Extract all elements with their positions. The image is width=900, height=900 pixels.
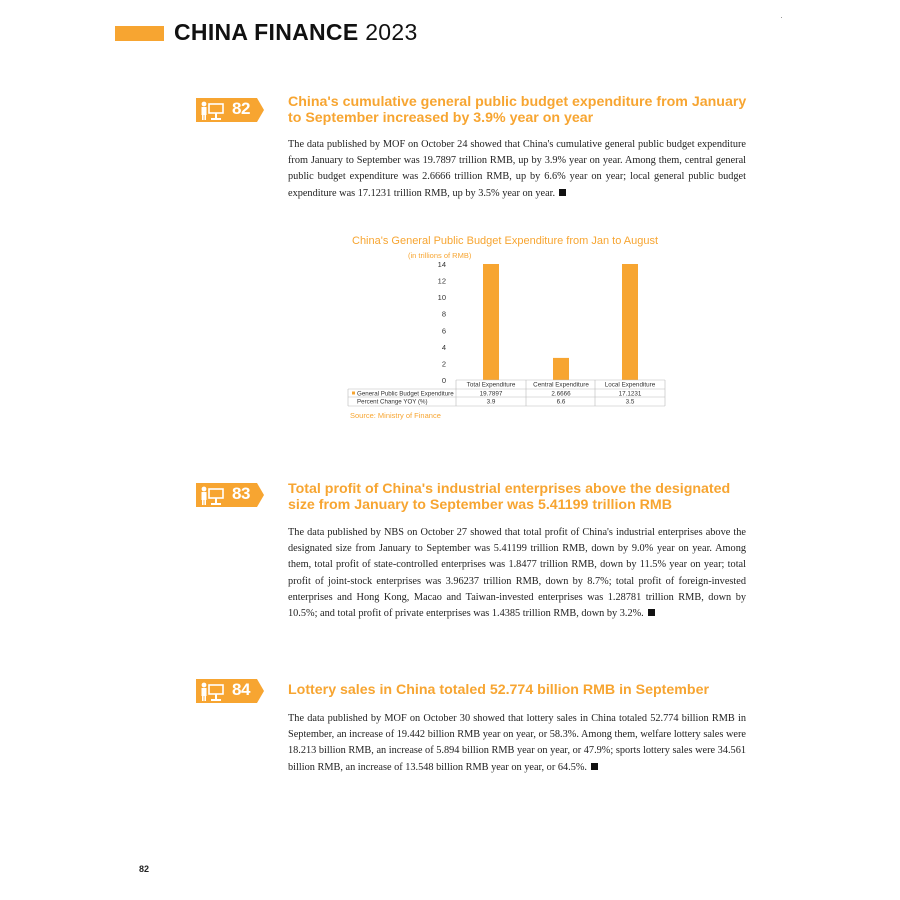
category-label: Central Expenditure — [533, 381, 589, 389]
badge-arrow-icon — [196, 98, 264, 122]
table-cell: 3.5 — [625, 398, 635, 406]
page-number: 82 — [139, 864, 150, 874]
y-tick-label: 10 — [437, 293, 446, 303]
section-number: 84 — [232, 680, 250, 699]
section-body-text: The data published by MOF on October 30 showed that lottery sales in China totaled 52.774 billion RMB in September, an increase of 19.442 billion RMB year on year, or 58.3%. Among them, welfare lottery sales were 18.213 billion RMB, an increase of 5.894 billion RMB year on year, or 47.9%; sports lottery sales were 34.561 billion RMB, an increase of 13.548 billion RMB year on year, or 64.5%. — [288, 713, 746, 773]
section-title-84: Lottery sales in China totaled 52.774 billion RMB in September — [288, 682, 709, 698]
chart-title: China's General Public Budget Expenditure from Jan to August — [352, 235, 659, 247]
table-cell: 19.7897 — [479, 390, 503, 398]
section-badge-84 — [196, 679, 264, 703]
table-cell: 3.9 — [486, 398, 496, 406]
section-badge-83 — [196, 483, 264, 507]
category-label: Total Expenditure — [466, 381, 516, 389]
section-title-83: Total profit of China's industrial enterprises above the designated size from January to September was 5.41199 trillion RMB — [288, 481, 731, 513]
header-title-bold: CHINA FINANCE — [174, 19, 359, 45]
header-accent-bar — [115, 26, 164, 41]
section-number: 82 — [232, 99, 250, 118]
badge-arrow-icon — [196, 679, 264, 703]
section-body-text: The data published by NBS on October 27 showed that total profit of China's industrial enterprises above the designated size from January to September was 5.41199 trillion RMB, down by 9.0% year on year. Among them, total profit of state-controlled enterprises was 1.8477 trillion RMB, down by 11.5% year on year; total profit of joint-stock enterprises was 3.96237 trillion RMB, down by 8.7%; total profit of foreign-invested enterprises and Hong Kong, Macao and Taiwan-invested enterprises was 1.28781 trillion RMB, down by 10.5%; and total profit of private enterprises was 1.4385 trillion RMB, down by 3.2%. — [288, 527, 746, 620]
y-tick-label: 8 — [441, 309, 446, 319]
expenditure-chart — [340, 228, 700, 428]
category-label: Local Expenditure — [604, 381, 656, 389]
bar — [483, 264, 499, 380]
section-body-82 — [288, 137, 746, 202]
bar — [622, 264, 638, 380]
table-row-label: General Public Budget Expenditure — [357, 390, 454, 398]
y-tick-label: 6 — [441, 326, 446, 336]
chart-ylabel: (in trillions of RMB) — [408, 251, 472, 260]
header-title-year: 2023 — [358, 19, 418, 45]
end-mark-icon — [648, 609, 655, 616]
scan-speck — [781, 17, 782, 18]
table-cell: 2.6666 — [551, 390, 571, 398]
section-body-84 — [288, 711, 746, 776]
section-badge-82 — [196, 98, 264, 122]
y-tick-label: 4 — [441, 342, 446, 352]
chart-svg — [340, 228, 700, 428]
section-title-82: China's cumulative general public budget expenditure from January to September increased by 3.9% year on year — [288, 94, 747, 126]
end-mark-icon — [591, 763, 598, 770]
y-tick-label: 2 — [441, 359, 446, 369]
table-cell: 17.1231 — [618, 390, 642, 398]
y-tick-label: 14 — [437, 260, 446, 269]
y-tick-label: 0 — [441, 376, 446, 385]
table-cell: 6.6 — [556, 398, 566, 406]
y-tick-label: 12 — [437, 276, 446, 286]
section-body-83 — [288, 525, 746, 622]
bar — [553, 358, 569, 380]
section-number: 83 — [232, 484, 250, 503]
section-body-text: The data published by MOF on October 24 showed that China's cumulative general public budget expenditure from January to September was 19.7897 trillion RMB, up by 3.9% year on year. Among them, central general public budget expenditure was 2.6666 trillion RMB, up by 6.6% year on year; local general public budget expenditure was 17.1231 trillion RMB, up by 3.5% year on year. — [288, 139, 746, 199]
table-row-label: Percent Change YOY (%) — [357, 398, 428, 406]
badge-arrow-icon — [196, 483, 264, 507]
header-title — [174, 19, 418, 46]
chart-source: Source: Ministry of Finance — [350, 411, 441, 420]
legend-swatch — [352, 392, 355, 395]
end-mark-icon — [559, 189, 566, 196]
